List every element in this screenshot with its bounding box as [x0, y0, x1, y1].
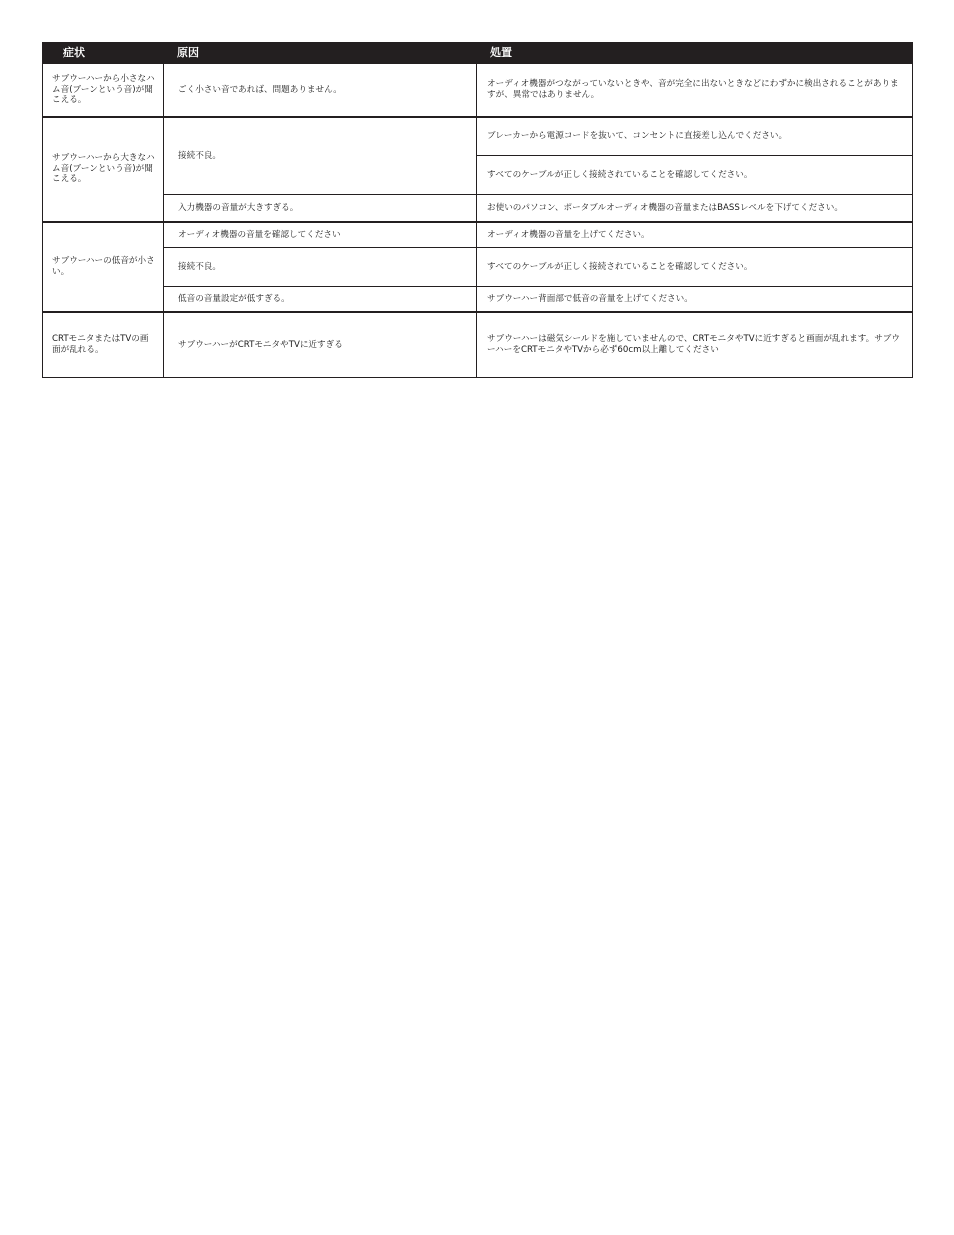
cause-cell: 接続不良。 [164, 248, 477, 287]
remedy-cell: お使いのパソコン、ポータブルオーディオ機器の音量またはBASSレベルを下げてください。 [477, 195, 913, 222]
remedy-cell: すべてのケーブルが正しく接続されていることを確認してください。 [477, 156, 913, 195]
table-row [43, 64, 913, 117]
table-row [43, 117, 913, 156]
table-row [43, 195, 913, 222]
symptom-cell: CRTモニタまたはTVの画面が乱れる。 [43, 312, 164, 378]
remedy-cell: オーディオ機器の音量を上げてください。 [477, 222, 913, 248]
cause-cell: 低音の音量設定が低すぎる。 [164, 287, 477, 312]
remedy-cell: オーディオ機器がつながっていないときや、音が完全に出ないときなどにわずかに検出されることがありますが、異常ではありません。 [477, 64, 913, 117]
symptom-cell: サブウーハーの低音が小さい。 [43, 222, 164, 312]
header-symptom: 症状 [43, 43, 164, 64]
header-remedy: 処置 [477, 43, 913, 64]
table-row [43, 312, 913, 378]
cause-cell: 接続不良。 [164, 117, 477, 195]
table-row [43, 248, 913, 287]
symptom-cell: サブウーハーから大きなハム音(ブーンという音)が聞こえる。 [43, 117, 164, 222]
table-header-row [43, 43, 913, 64]
cause-cell: ごく小さい音であれば、問題ありません。 [164, 64, 477, 117]
symptom-cell: サブウーハーから小さなハム音(ブーンという音)が聞こえる。 [43, 64, 164, 117]
troubleshooting-table [42, 42, 913, 378]
remedy-cell: ブレーカーから電源コードを抜いて、コンセントに直接差し込んでください。 [477, 117, 913, 156]
table-row [43, 287, 913, 312]
remedy-cell: サブウーハー背面部で低音の音量を上げてください。 [477, 287, 913, 312]
cause-cell: サブウーハーがCRTモニタやTVに近すぎる [164, 312, 477, 378]
header-cause: 原因 [164, 43, 477, 64]
remedy-cell: サブウーハーは磁気シールドを施していませんので、CRTモニタやTVに近すぎると画面が乱れます。サブウーハーをCRTモニタやTVから必ず60cm以上離してください [477, 312, 913, 378]
table-row [43, 222, 913, 248]
cause-cell: 入力機器の音量が大きすぎる。 [164, 195, 477, 222]
remedy-cell: すべてのケーブルが正しく接続されていることを確認してください。 [477, 248, 913, 287]
cause-cell: オーディオ機器の音量を確認してください [164, 222, 477, 248]
